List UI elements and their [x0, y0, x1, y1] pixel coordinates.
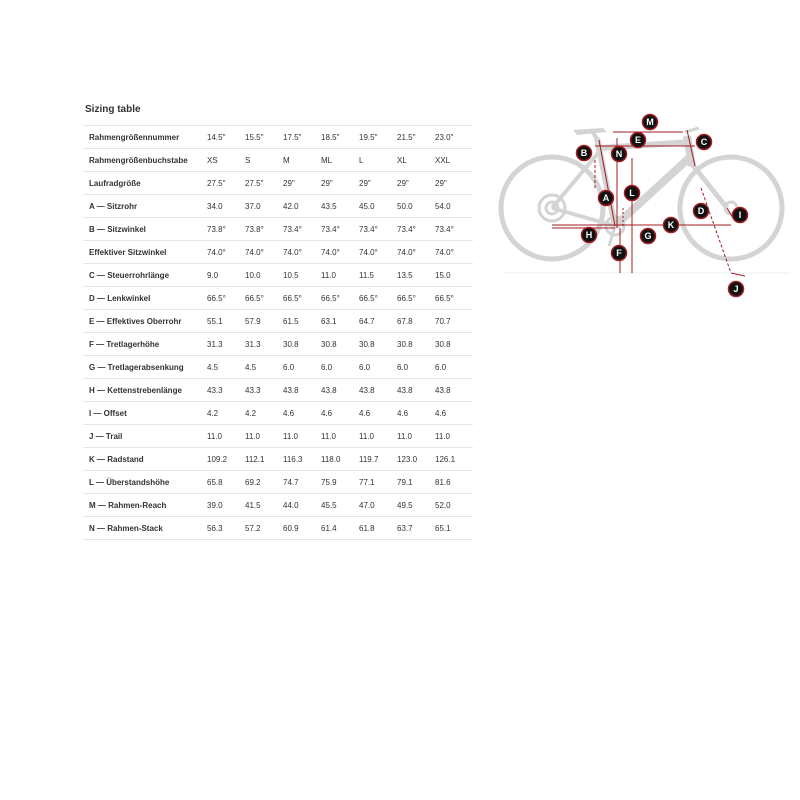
table-cell: 49.5: [397, 494, 435, 517]
table-cell: 54.0: [435, 195, 473, 218]
table-cell: 6.0: [397, 356, 435, 379]
marker-d: [694, 204, 709, 219]
table-cell: 11.0: [359, 425, 397, 448]
svg-text:H: H: [585, 230, 593, 241]
table-cell: ML: [321, 149, 359, 172]
table-cell: M: [283, 149, 321, 172]
table-cell: 74.0°: [435, 241, 473, 264]
table-cell: S: [245, 149, 283, 172]
table-cell: 30.8: [435, 333, 473, 356]
row-label: L — Überstandshöhe: [83, 471, 207, 494]
table-cell: 70.7: [435, 310, 473, 333]
table-cell: 74.0°: [397, 241, 435, 264]
table-cell: 23.0": [435, 126, 473, 149]
table-cell: 11.0: [321, 425, 359, 448]
table-cell: 17.5": [283, 126, 321, 149]
table-cell: 79.1: [397, 471, 435, 494]
table-cell: 15.5": [245, 126, 283, 149]
table-row: [83, 172, 473, 195]
table-cell: 61.8: [359, 517, 397, 540]
table-cell: 43.8: [359, 379, 397, 402]
marker-b: [577, 146, 592, 161]
table-cell: 61.4: [321, 517, 359, 540]
table-cell: 123.0: [397, 448, 435, 471]
svg-text:N: N: [615, 149, 623, 160]
marker-f: [612, 246, 627, 261]
table-row: [83, 448, 473, 471]
svg-text:I: I: [738, 210, 742, 221]
svg-text:G: G: [644, 231, 652, 242]
table-cell: 4.5: [207, 356, 245, 379]
row-label: B — Sitzwinkel: [83, 218, 207, 241]
table-cell: 118.0: [321, 448, 359, 471]
table-cell: 63.7: [397, 517, 435, 540]
row-label: H — Kettenstrebenlänge: [83, 379, 207, 402]
table-cell: 126.1: [435, 448, 473, 471]
table-cell: XXL: [435, 149, 473, 172]
table-cell: 74.0°: [283, 241, 321, 264]
table-cell: 81.6: [435, 471, 473, 494]
table-cell: 6.0: [359, 356, 397, 379]
table-cell: 73.4°: [359, 218, 397, 241]
table-cell: 43.3: [207, 379, 245, 402]
marker-g: [641, 229, 656, 244]
table-cell: 11.5: [359, 264, 397, 287]
row-label: N — Rahmen-Stack: [83, 517, 207, 540]
table-row: [83, 333, 473, 356]
table-row: [83, 356, 473, 379]
table-cell: 30.8: [359, 333, 397, 356]
table-cell: 30.8: [321, 333, 359, 356]
table-cell: 11.0: [245, 425, 283, 448]
table-cell: 64.7: [359, 310, 397, 333]
row-label: Rahmengrößenbuchstabe: [83, 149, 207, 172]
svg-text:F: F: [616, 248, 622, 259]
table-cell: 116.3: [283, 448, 321, 471]
table-cell: 66.5°: [435, 287, 473, 310]
table-cell: 66.5°: [359, 287, 397, 310]
table-cell: 10.0: [245, 264, 283, 287]
table-cell: 4.6: [359, 402, 397, 425]
table-cell: 52.0: [435, 494, 473, 517]
table-cell: 73.4°: [283, 218, 321, 241]
table-row: [83, 471, 473, 494]
table-cell: 73.4°: [321, 218, 359, 241]
table-cell: 66.5°: [283, 287, 321, 310]
table-cell: 69.2: [245, 471, 283, 494]
marker-e: [631, 133, 646, 148]
svg-text:J: J: [733, 284, 739, 295]
table-row: [83, 310, 473, 333]
table-cell: 29": [397, 172, 435, 195]
table-cell: 43.3: [245, 379, 283, 402]
table-cell: 29": [283, 172, 321, 195]
table-cell: 29": [321, 172, 359, 195]
sizing-table: [83, 125, 473, 540]
row-label: I — Offset: [83, 402, 207, 425]
table-cell: 60.9: [283, 517, 321, 540]
row-label: F — Tretlagerhöhe: [83, 333, 207, 356]
row-label: K — Radstand: [83, 448, 207, 471]
table-cell: 6.0: [283, 356, 321, 379]
svg-text:A: A: [602, 193, 610, 204]
table-cell: 74.0°: [245, 241, 283, 264]
table-cell: 43.8: [283, 379, 321, 402]
table-row: [83, 195, 473, 218]
table-cell: 11.0: [207, 425, 245, 448]
table-cell: 18.5": [321, 126, 359, 149]
table-cell: 56.3: [207, 517, 245, 540]
table-row: [83, 402, 473, 425]
svg-text:E: E: [634, 135, 642, 146]
row-label: E — Effektives Oberrohr: [83, 310, 207, 333]
table-cell: 75.9: [321, 471, 359, 494]
table-cell: 73.8°: [207, 218, 245, 241]
table-cell: 109.2: [207, 448, 245, 471]
table-row: [83, 149, 473, 172]
table-cell: 73.4°: [397, 218, 435, 241]
row-label: C — Steuerrohrlänge: [83, 264, 207, 287]
table-cell: 63.1: [321, 310, 359, 333]
table-cell: 57.2: [245, 517, 283, 540]
table-cell: 4.6: [283, 402, 321, 425]
table-cell: 27.5": [245, 172, 283, 195]
row-label: G — Tretlagerabsenkung: [83, 356, 207, 379]
table-cell: 6.0: [435, 356, 473, 379]
svg-text:D: D: [697, 206, 705, 217]
table-cell: 14.5": [207, 126, 245, 149]
marker-k: [664, 218, 679, 233]
table-cell: 119.7: [359, 448, 397, 471]
table-cell: 45.0: [359, 195, 397, 218]
table-cell: 4.6: [397, 402, 435, 425]
table-cell: 6.0: [321, 356, 359, 379]
table-cell: 66.5°: [245, 287, 283, 310]
row-label: Rahmengrößennummer: [83, 126, 207, 149]
sizing-table-title: Sizing table: [85, 104, 141, 115]
table-cell: 31.3: [245, 333, 283, 356]
table-cell: 4.6: [435, 402, 473, 425]
table-cell: 13.5: [397, 264, 435, 287]
table-cell: 74.7: [283, 471, 321, 494]
table-cell: 73.4°: [435, 218, 473, 241]
table-cell: 74.0°: [321, 241, 359, 264]
table-cell: 73.8°: [245, 218, 283, 241]
table-cell: 21.5": [397, 126, 435, 149]
row-label: Laufradgröße: [83, 172, 207, 195]
table-cell: 15.0: [435, 264, 473, 287]
table-cell: 11.0: [397, 425, 435, 448]
table-cell: 67.8: [397, 310, 435, 333]
table-cell: 45.5: [321, 494, 359, 517]
table-cell: 34.0: [207, 195, 245, 218]
table-cell: 11.0: [321, 264, 359, 287]
table-cell: 43.8: [321, 379, 359, 402]
table-cell: 61.5: [283, 310, 321, 333]
table-cell: 47.0: [359, 494, 397, 517]
svg-text:L: L: [629, 188, 635, 199]
table-cell: 39.0: [207, 494, 245, 517]
table-row: [83, 517, 473, 540]
table-cell: 4.2: [245, 402, 283, 425]
marker-n: [612, 147, 627, 162]
table-cell: L: [359, 149, 397, 172]
marker-c: [697, 135, 712, 150]
table-cell: 43.5: [321, 195, 359, 218]
table-row: [83, 241, 473, 264]
table-cell: 66.5°: [397, 287, 435, 310]
row-label: J — Trail: [83, 425, 207, 448]
marker-a: [599, 191, 614, 206]
svg-text:K: K: [667, 220, 675, 231]
table-cell: XL: [397, 149, 435, 172]
svg-text:C: C: [700, 137, 708, 148]
table-cell: 4.5: [245, 356, 283, 379]
svg-text:M: M: [646, 117, 654, 128]
table-cell: 57.9: [245, 310, 283, 333]
table-row: [83, 379, 473, 402]
table-cell: 50.0: [397, 195, 435, 218]
table-cell: 43.8: [435, 379, 473, 402]
table-cell: 66.5°: [321, 287, 359, 310]
table-cell: 41.5: [245, 494, 283, 517]
table-cell: 42.0: [283, 195, 321, 218]
table-cell: 4.6: [321, 402, 359, 425]
row-label: Effektiver Sitzwinkel: [83, 241, 207, 264]
table-cell: 30.8: [397, 333, 435, 356]
table-cell: 55.1: [207, 310, 245, 333]
table-cell: 74.0°: [359, 241, 397, 264]
svg-text:B: B: [580, 148, 588, 159]
marker-j: [729, 282, 744, 297]
table-cell: 31.3: [207, 333, 245, 356]
table-cell: 11.0: [283, 425, 321, 448]
marker-h: [582, 228, 597, 243]
table-row: [83, 264, 473, 287]
table-cell: 37.0: [245, 195, 283, 218]
table-row: [83, 218, 473, 241]
table-cell: 4.2: [207, 402, 245, 425]
table-row: [83, 126, 473, 149]
marker-i: [733, 208, 748, 223]
table-cell: 19.5": [359, 126, 397, 149]
table-cell: 30.8: [283, 333, 321, 356]
table-cell: 11.0: [435, 425, 473, 448]
table-cell: 9.0: [207, 264, 245, 287]
table-cell: 29": [359, 172, 397, 195]
table-cell: 66.5°: [207, 287, 245, 310]
table-cell: 65.1: [435, 517, 473, 540]
table-row: [83, 425, 473, 448]
table-cell: XS: [207, 149, 245, 172]
table-cell: 74.0°: [207, 241, 245, 264]
table-cell: 10.5: [283, 264, 321, 287]
bike-geometry-diagram: [495, 108, 795, 300]
table-cell: 77.1: [359, 471, 397, 494]
table-cell: 112.1: [245, 448, 283, 471]
table-cell: 29": [435, 172, 473, 195]
table-cell: 44.0: [283, 494, 321, 517]
table-row: [83, 287, 473, 310]
table-row: [83, 494, 473, 517]
table-cell: 27.5": [207, 172, 245, 195]
table-cell: 65.8: [207, 471, 245, 494]
marker-l: [625, 186, 640, 201]
row-label: D — Lenkwinkel: [83, 287, 207, 310]
row-label: A — Sitzrohr: [83, 195, 207, 218]
row-label: M — Rahmen-Reach: [83, 494, 207, 517]
marker-m: [643, 115, 658, 130]
table-cell: 43.8: [397, 379, 435, 402]
